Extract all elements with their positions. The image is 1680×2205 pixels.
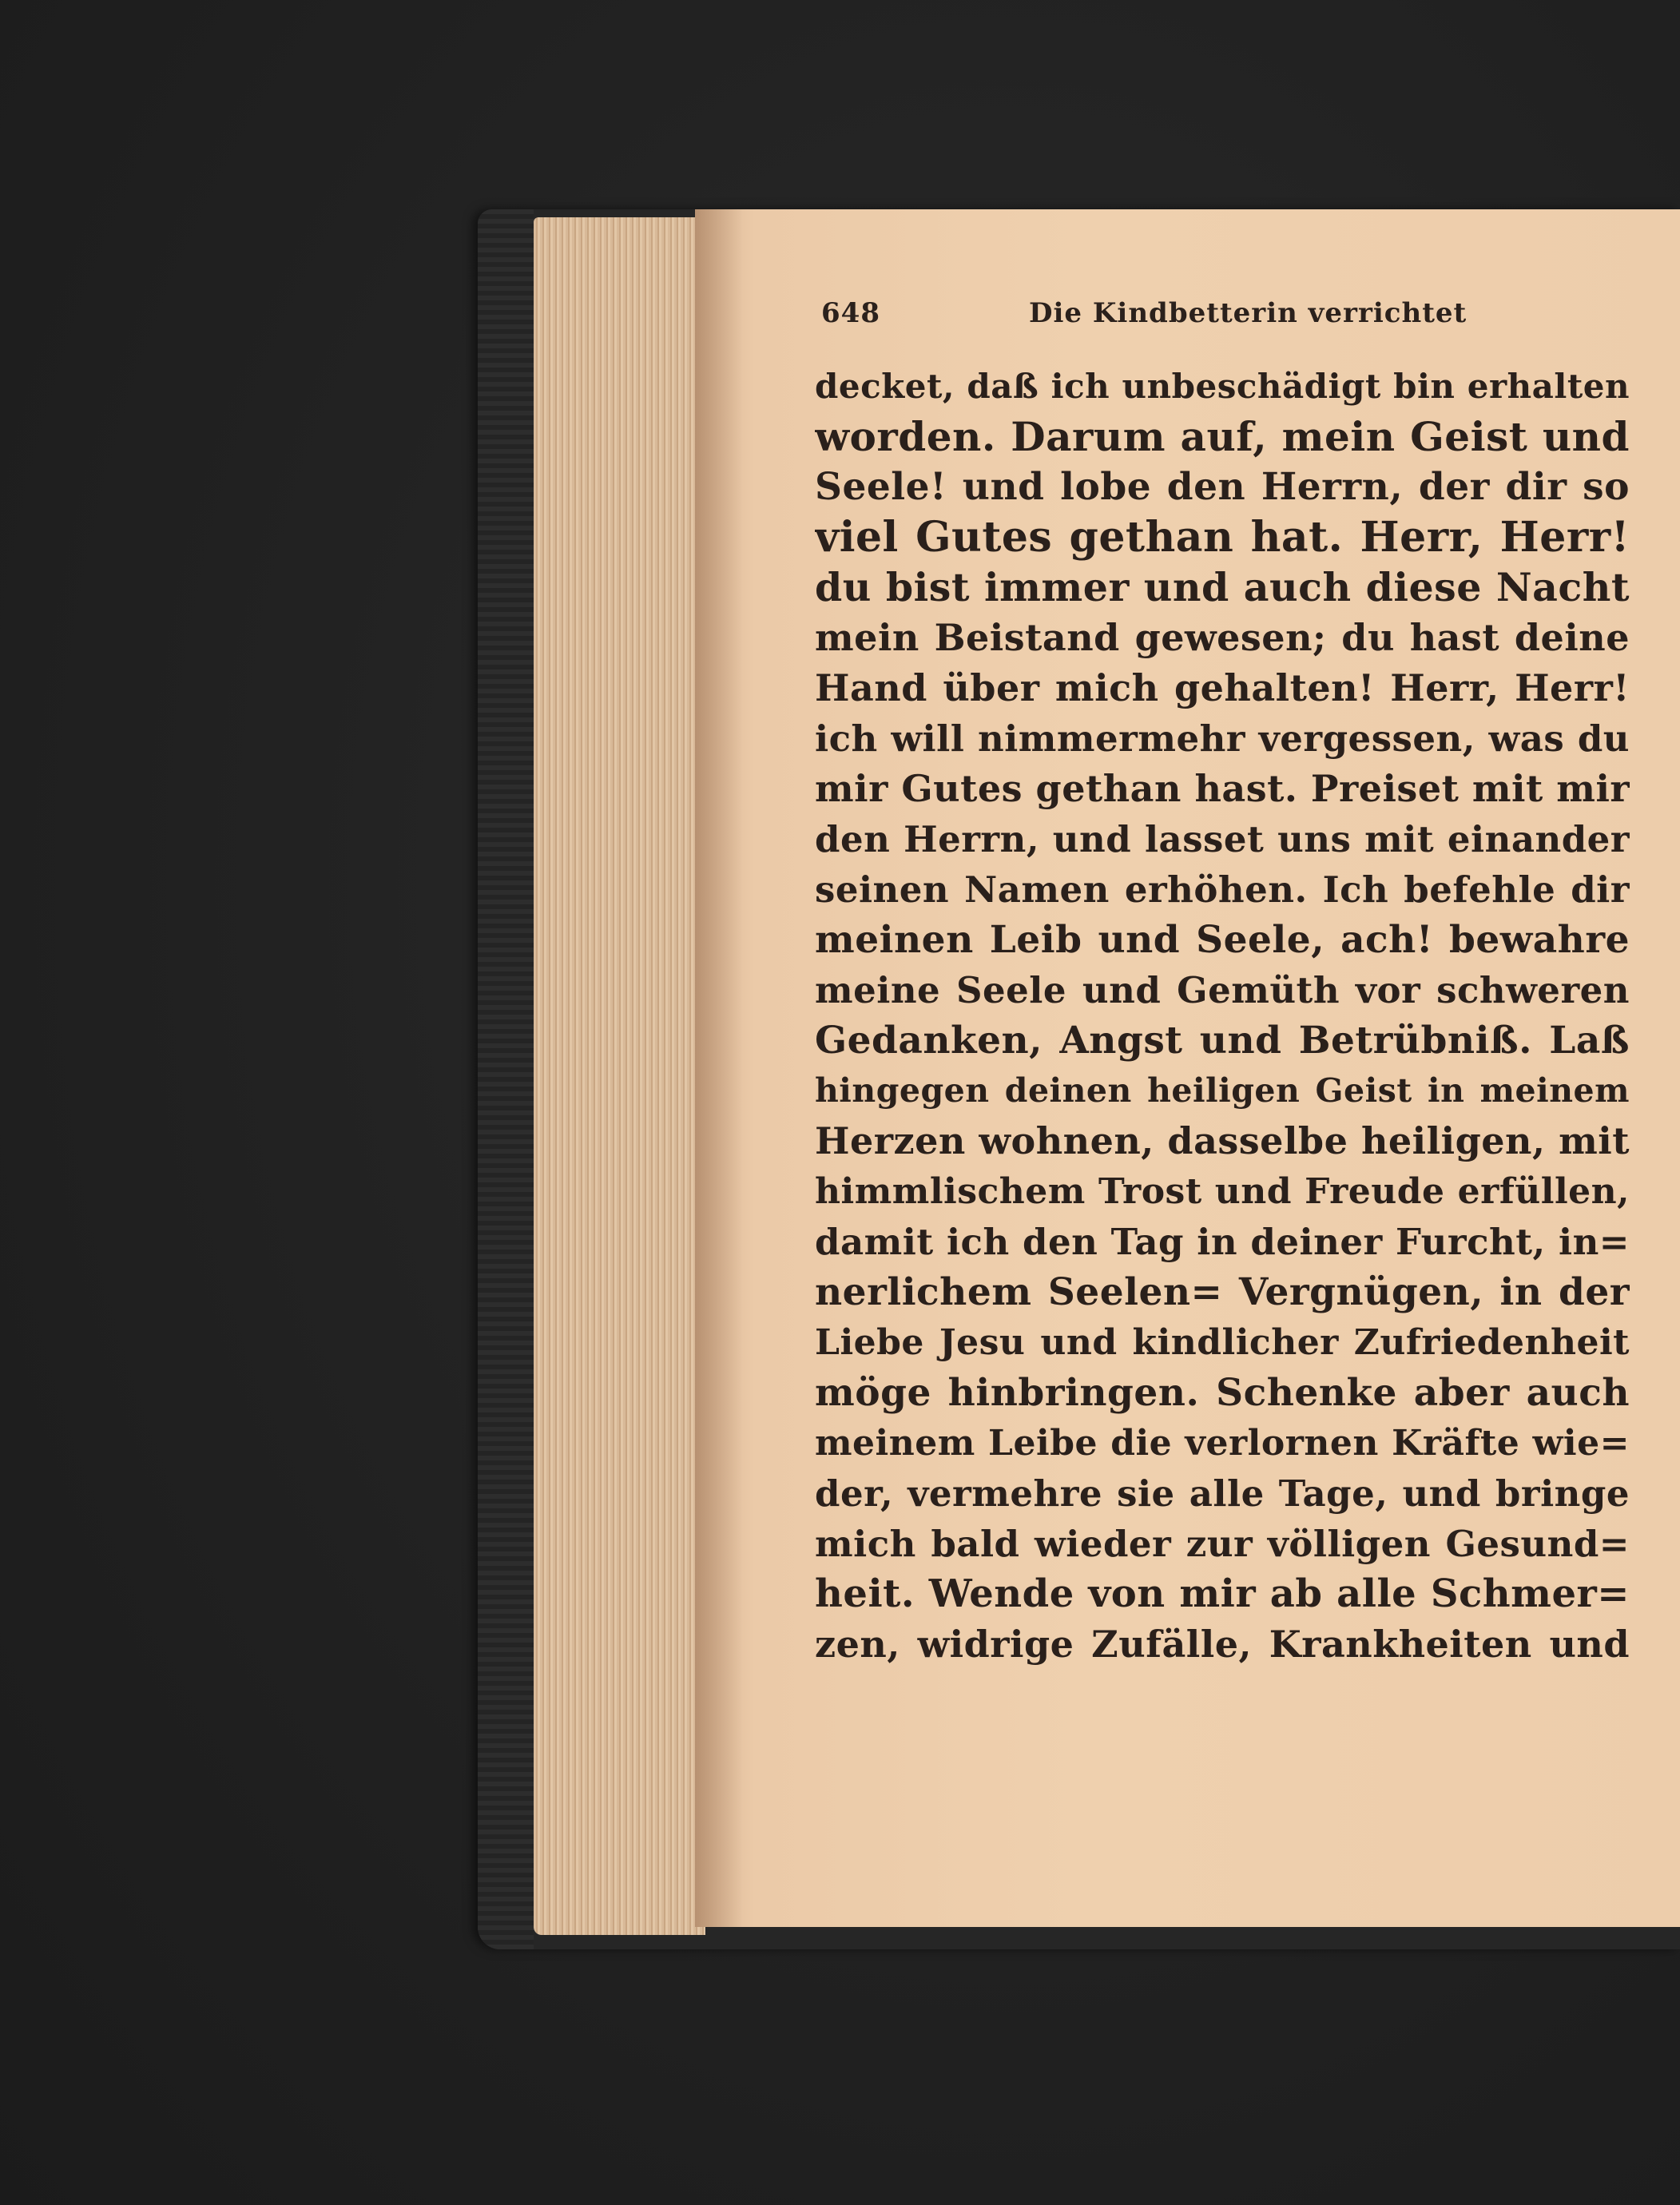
book-spine-edge: [478, 209, 534, 1949]
text-line: zen, widrige Zufälle, Krankheiten und: [815, 1623, 1630, 1666]
page-number: 648: [821, 297, 880, 329]
text-line: du bist immer und auch diese Nacht: [815, 564, 1630, 610]
text-line: Gedanken, Angst und Betrübniß. Laß: [815, 1019, 1630, 1063]
page-edges: [534, 217, 705, 1935]
text-line: himmlischem Trost und Freude erfüllen,: [815, 1171, 1630, 1212]
text-line: ich will nimmermehr vergessen, was du: [815, 717, 1630, 760]
text-line: nerlichem Seelen= Vergnügen, in der: [815, 1270, 1630, 1314]
page-header: [821, 297, 1468, 342]
body-text: [815, 361, 1630, 1670]
text-line: Liebe Jesu und kindlicher Zufriedenheit: [815, 1322, 1630, 1363]
running-title: Die Kindbetterin verrichtet: [1029, 297, 1468, 329]
text-line: viel Gutes gethan hat. Herr, Herr!: [815, 513, 1630, 562]
text-line: decket, daß ich unbeschädigt bin erhalten: [815, 367, 1630, 406]
gutter-shadow: [695, 209, 743, 1927]
text-line: meine Seele und Gemüth vor schweren: [815, 969, 1630, 1011]
text-line: Hand über mich gehalten! Herr, Herr!: [815, 666, 1630, 709]
text-line: hingegen deinen heiligen Geist in meinem: [815, 1071, 1630, 1110]
text-line: mir Gutes gethan hast. Preiset mit mir: [815, 767, 1630, 810]
text-line: den Herrn, und lasset uns mit einander: [815, 818, 1630, 860]
text-line: heit. Wende von mir ab alle Schmer=: [815, 1571, 1630, 1616]
text-line: möge hinbringen. Schenke aber auch: [815, 1371, 1630, 1415]
text-line: Seele! und lobe den Herrn, der dir so: [815, 465, 1630, 509]
text-line: der, vermehre sie alle Tage, und bringe: [815, 1472, 1630, 1515]
text-line: damit ich den Tag in deiner Furcht, in=: [815, 1221, 1630, 1263]
text-line: mein Beistand gewesen; du hast deine: [815, 616, 1630, 659]
text-line: Herzen wohnen, dasselbe heiligen, mit: [815, 1119, 1630, 1162]
text-line: meinen Leib und Seele, ach! bewahre: [815, 918, 1630, 962]
text-line: meinem Leibe die verlornen Kräfte wie=: [815, 1423, 1630, 1464]
text-line: mich bald wieder zur völligen Gesund=: [815, 1523, 1630, 1565]
text-line: seinen Namen erhöhen. Ich befehle dir: [815, 868, 1630, 911]
text-line: worden. Darum auf, mein Geist und: [815, 413, 1630, 460]
